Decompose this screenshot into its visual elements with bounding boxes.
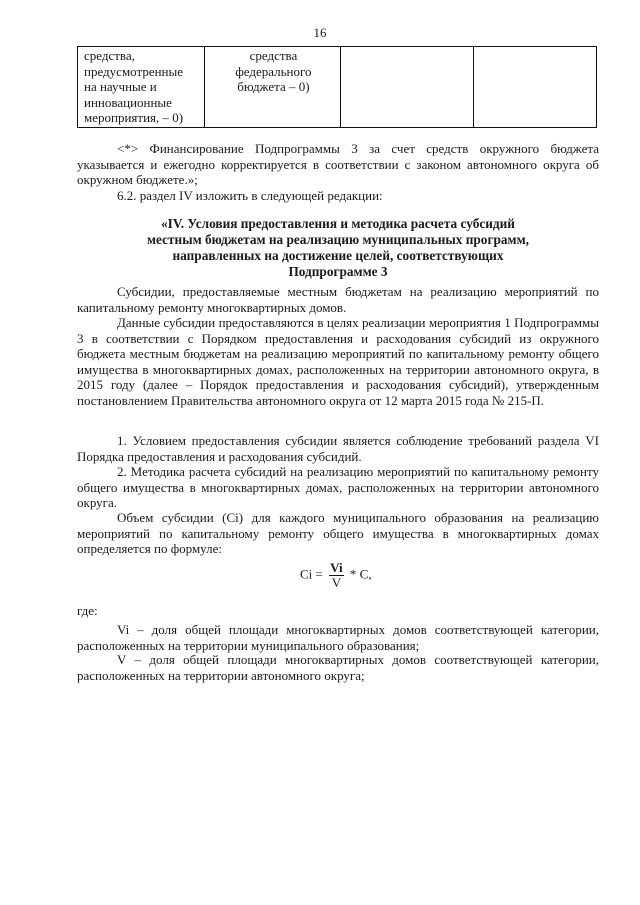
section-heading xyxy=(77,216,599,280)
table-cell xyxy=(340,47,474,128)
formula-denominator: V xyxy=(331,575,342,590)
heading-line: направленных на достижение целей, соответствующих xyxy=(172,248,504,263)
formula-fraction xyxy=(329,561,344,590)
paragraph-condition: 1. Условием предоставления субсидии является соблюдение требований раздела VI Порядка предоставления и расходования субсидий. xyxy=(77,433,599,464)
definition-vi: Vi – доля общей площади многоквартирных домов соответствующей категории, расположенных на территории муниципального образования; xyxy=(77,622,599,653)
paragraph-purpose: Данные субсидии предоставляются в целях реализации мероприятия 1 Подпрограммы 3 в соответствии с Порядком предоставления и расходования субсидий из окружного бюджета местным бюджетам на реализацию мероприятий по капитальному ремонту общего имущества в многоквартирных домах, расположенных на территории автономного округа, в 2015 году (далее – Порядок предоставления и расходования субсидий), утвержденным постановлением Правительства автономного округа от 12 марта 2015 года № 215-П. xyxy=(77,315,599,408)
heading-line: местным бюджетам на реализацию муниципальных программ, xyxy=(147,232,529,247)
where-label: где: xyxy=(77,603,98,618)
formula-rhs: * C, xyxy=(349,566,372,582)
paragraph-subsidies: Субсидии, предоставляемые местным бюджетам на реализацию мероприятий по капитальному ремонту многоквартирных домов. xyxy=(77,284,599,315)
item-6-2: 6.2. раздел IV изложить в следующей редакции: xyxy=(117,188,383,203)
heading-line: «IV. Условия предоставления и методика расчета субсидий xyxy=(161,216,515,231)
formula xyxy=(300,561,372,590)
formula-numerator: Vi xyxy=(330,560,343,575)
definition-v: V – доля общей площади многоквартирных домов соответствующей категории, расположенных на территории автономного округа; xyxy=(77,652,599,683)
table-cell xyxy=(474,47,597,128)
footnote: <*> Финансирование Подпрограммы 3 за счет средств окружного бюджета указывается и ежегодно корректируется в соответствии с законом автономного округа об окружном бюджете.»; xyxy=(77,141,599,187)
paragraph-volume: Объем субсидии (Ci) для каждого муниципального образования на реализацию мероприятий по капитальному ремонту общего имущества в многоквартирных домах определяется по формуле: xyxy=(77,510,599,556)
heading-line: Подпрограмме 3 xyxy=(288,264,388,279)
table-cell: средства федерального бюджета – 0) xyxy=(205,47,341,128)
paragraph-method: 2. Методика расчета субсидий на реализацию мероприятий по капитальному ремонту общего имущества в многоквартирных домах, расположенных на территории автономного округа. xyxy=(77,464,599,510)
formula-lhs: Ci = xyxy=(300,566,323,582)
table-cell: средства, предусмотренные на научные и инновационные мероприятия, – 0) xyxy=(78,47,205,128)
table-row xyxy=(78,47,597,128)
continuation-table xyxy=(77,46,597,128)
page-number: 16 xyxy=(313,25,327,40)
